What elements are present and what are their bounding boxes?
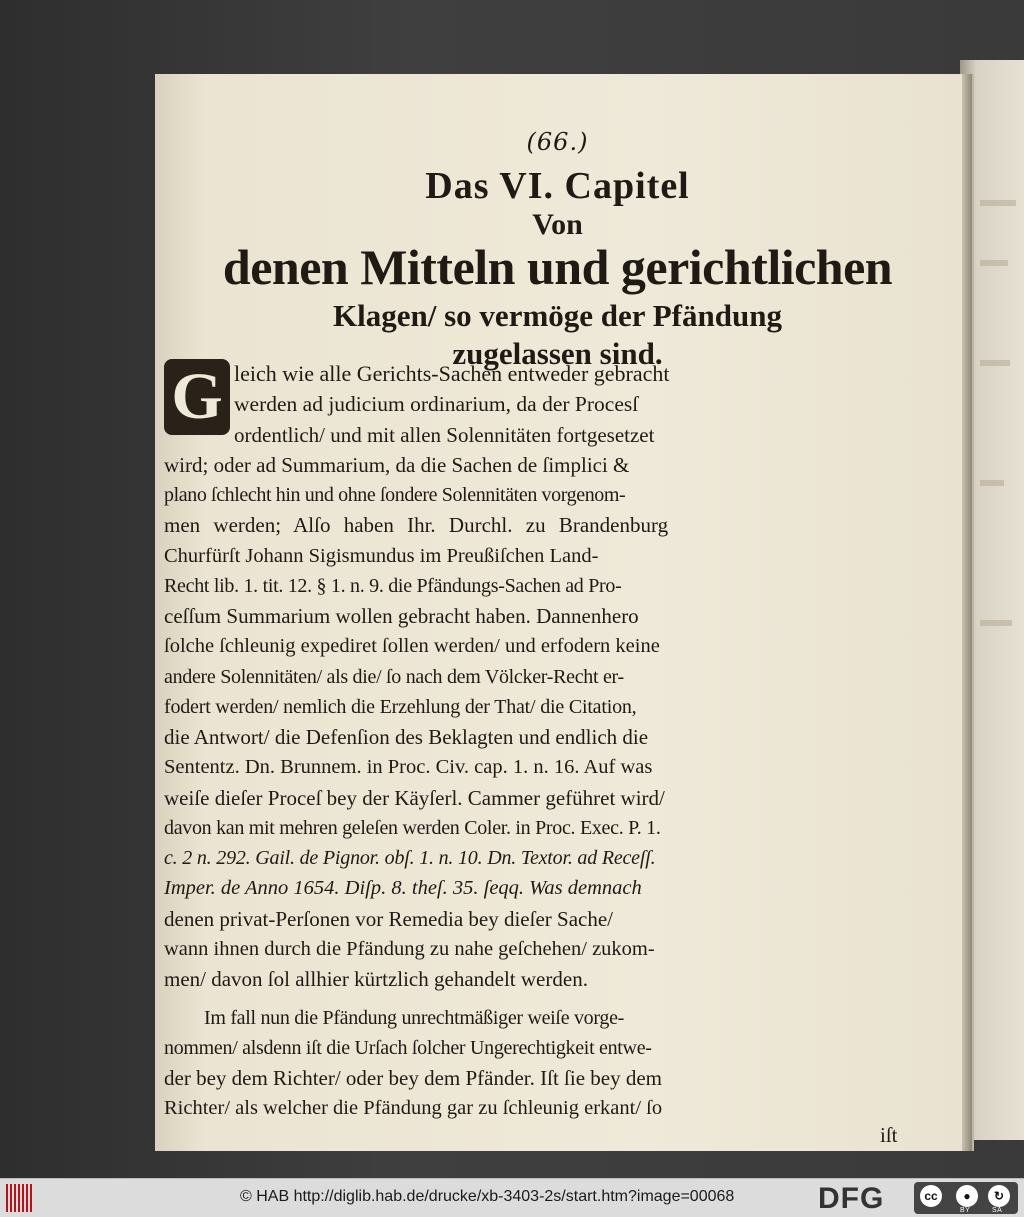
person-icon: ●: [956, 1185, 978, 1207]
body-line: c. 2 n. 292. Gail. de Pignor. obſ. 1. n. 10. Dn. Textor. ad Receſſ.: [164, 847, 656, 869]
body-line: plano ſchlecht hin und ohne ſondere Solennitäten vorgenom-: [164, 484, 626, 506]
body-line: nommen/ alsdenn iſt die Urſach ſolcher Ungerechtigkeit entwe-: [164, 1037, 652, 1059]
share-alike-icon: ↻: [988, 1185, 1010, 1207]
by-label: BY: [960, 1207, 971, 1214]
chapter-von: Von: [532, 208, 583, 241]
body-line: leich wie alle Gerichts-Sachen entweder gebracht: [234, 361, 670, 386]
body-line: davon kan mit mehren geleſen werden Coler. in Proc. Exec. P. 1.: [164, 817, 661, 839]
chapter-title-line-2: Klagen/ so vermöge der Pfändung: [333, 298, 782, 333]
dfg-logo[interactable]: DFG: [818, 1182, 885, 1215]
body-line: denen privat-Perſonen vor Remedia bey dieſer Sache/: [164, 907, 613, 931]
body-line: ſolche ſchleunig expediret ſollen werden/ und erfodern keine: [164, 635, 660, 657]
body-line: wann ihnen durch die Pfändung zu nahe geſchehen/ zukom-: [164, 938, 655, 960]
hab-logo-icon[interactable]: [6, 1184, 34, 1212]
cc-icon: cc: [920, 1185, 942, 1207]
body-line: ordentlich/ und mit allen Solennitäten fortgesetzet: [234, 423, 655, 447]
body-line: Churfürſt Johann Sigismundus im Preußiſchen Land-: [164, 545, 599, 567]
page-number: (66.): [526, 128, 589, 156]
body-line: men werden; Alſo haben Ihr. Durchl. zu Brandenburg: [164, 513, 669, 537]
body-line: Sententz. Dn. Brunnem. in Proc. Civ. cap. 1. n. 16. Auf was: [164, 756, 653, 778]
body-line: Imper. de Anno 1654. Diſp. 8. theſ. 35. ſeqq. Was demnach: [164, 877, 642, 899]
body-line: ceſſum Summarium wollen gebracht haben. Dannenhero: [164, 604, 639, 628]
chapter-title-line-1: denen Mitteln und gerichtlichen: [222, 239, 893, 295]
chapter-heading: Das VI. Capitel: [425, 165, 690, 207]
chapter-title-line-3: zugelassen sind.: [452, 336, 663, 371]
body-line: der bey dem Richter/ oder bey dem Pfänder. Iſt ſie bey dem: [164, 1066, 663, 1090]
body-line: werden ad judicium ordinarium, da der Procesſ: [234, 392, 639, 416]
body-line: Im fall nun die Pfändung unrechtmäßiger weiſe vorge-: [204, 1007, 625, 1029]
body-line: andere Solennitäten/ als die/ ſo nach dem Völcker-Recht er-: [164, 666, 624, 688]
body-line: weiſe dieſer Proceſ bey der Käyſerl. Cammer geführet wird/: [164, 786, 665, 810]
sa-label: SA: [992, 1207, 1003, 1214]
body-line: wird; oder ad Summarium, da die Sachen de ſimplici &: [164, 453, 630, 477]
body-line: Richter/ als welcher die Pfändung gar zu ſchleunig erkant/ ſo: [164, 1097, 663, 1119]
body-line: die Antwort/ die Defenſion des Beklagten und endlich die: [164, 725, 649, 749]
cc-license-badge[interactable]: [914, 1182, 1018, 1214]
body-line: men/ davon ſol allhier kürtzlich gehandelt werden.: [164, 967, 588, 991]
catchword: iſt: [880, 1123, 898, 1147]
page-edge-shadow: [962, 74, 972, 1151]
body-line: fodert werden/ nemlich die Erzehlung der That/ die Citation,: [164, 696, 637, 718]
decorated-initial: G: [164, 359, 230, 435]
footer-bar: [0, 1178, 1024, 1217]
copyright-link[interactable]: © HAB http://diglib.hab.de/drucke/xb-3403-2s/start.htm?image=00068: [240, 1188, 735, 1205]
body-line: Recht lib. 1. tit. 12. § 1. n. 9. die Pfändungs-Sachen ad Pro-: [164, 575, 622, 597]
